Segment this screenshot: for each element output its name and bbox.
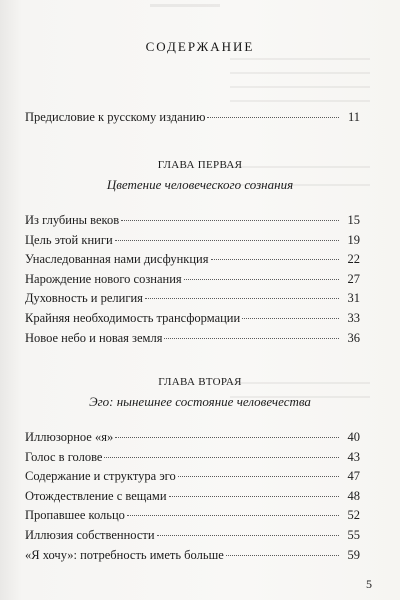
toc-entry[interactable] — [25, 213, 360, 233]
show-through-line — [230, 100, 370, 102]
toc-entry[interactable] — [25, 291, 360, 311]
show-through-line — [230, 86, 370, 88]
show-through-line — [230, 58, 370, 60]
toc-entry-page: 15 — [347, 213, 360, 227]
page-number: 5 — [366, 577, 372, 591]
toc-entry-title: Нарождение нового сознания — [25, 271, 182, 286]
preface-entry-list — [25, 110, 360, 130]
toc-entry-title: Отождествление с вещами — [25, 488, 167, 503]
toc-leader-dots — [104, 457, 339, 458]
toc-entry[interactable] — [25, 233, 360, 253]
toc-entry[interactable] — [25, 508, 360, 528]
toc-entry-title: Голос в голове — [25, 449, 103, 464]
toc-entry-page: 48 — [347, 488, 360, 503]
toc-entry-page: 55 — [347, 527, 360, 542]
toc-entry[interactable] — [25, 252, 360, 272]
toc-entry-page: 19 — [347, 232, 360, 247]
toc-entry-title: Унаследованная нами дисфункция — [25, 252, 209, 267]
toc-leader-dots — [127, 515, 339, 516]
toc-entry-page: 43 — [347, 449, 360, 464]
toc-leader-dots — [211, 259, 340, 260]
toc-leader-dots — [226, 555, 339, 556]
toc-entry-title: «Я хочу»: потребность иметь больше — [25, 547, 224, 562]
toc-entry[interactable] — [25, 331, 360, 351]
toc-entry-page: 40 — [347, 430, 360, 444]
toc-entry-page: 11 — [347, 110, 360, 124]
toc-entry-title: Духовность и религия — [25, 291, 143, 306]
toc-entry-title: Предисловие к русскому изданию — [25, 110, 206, 124]
toc-entry-page: 47 — [347, 469, 360, 484]
chapter-1-title: Цветение человеческого сознания — [106, 177, 294, 192]
toc-entry-title: Пропавшее кольцо — [25, 508, 125, 523]
toc-entry-title: Новое небо и новая земля — [25, 330, 163, 345]
toc-entry-title: Крайняя необходимость трансформации — [25, 310, 241, 325]
toc-leader-dots — [115, 240, 339, 241]
toc-leader-dots — [157, 535, 339, 536]
toc-entry[interactable] — [25, 430, 360, 450]
toc-leader-dots — [164, 338, 339, 339]
toc-entry-page: 59 — [347, 547, 360, 562]
chapter-1-label: ГЛАВА ПЕРВАЯ — [157, 159, 243, 171]
toc-entry-title: Иллюзия собственности — [25, 527, 155, 542]
toc-leader-dots — [178, 476, 339, 477]
toc-entry[interactable] — [25, 469, 360, 489]
chapter-2-title: Эго: нынешнее состояние человечества — [89, 394, 311, 409]
toc-leader-dots — [169, 496, 339, 497]
toc-entry[interactable] — [25, 548, 360, 568]
toc-entry-page: 31 — [347, 291, 360, 306]
toc-entry-title: Иллюзорное «я» — [25, 430, 114, 444]
toc-entry-page: 22 — [347, 252, 360, 267]
chapter-1-entry-list — [25, 213, 360, 350]
toc-entry-page: 27 — [347, 271, 360, 286]
toc-entry-title: Содержание и структура эго — [25, 469, 176, 484]
chapter-2-label: ГЛАВА ВТОРАЯ — [158, 376, 242, 388]
toc-leader-dots — [115, 437, 339, 438]
toc-entry-title: Из глубины веков — [25, 213, 120, 227]
toc-entry[interactable] — [25, 311, 360, 331]
toc-entry[interactable] — [25, 489, 360, 509]
toc-entry-title: Цель этой книги — [25, 232, 113, 247]
toc-entry[interactable] — [25, 272, 360, 292]
toc-leader-dots — [145, 298, 339, 299]
toc-leader-dots — [184, 279, 339, 280]
toc-leader-dots — [242, 318, 339, 319]
toc-leader-dots — [121, 220, 339, 221]
toc-entry-page: 33 — [347, 310, 360, 325]
contents-heading: СОДЕРЖАНИЕ — [145, 39, 255, 54]
toc-entry-page: 52 — [347, 508, 360, 523]
toc-leader-dots — [207, 117, 339, 118]
toc-entry[interactable] — [25, 110, 360, 130]
toc-entry[interactable] — [25, 528, 360, 548]
show-through-mark — [150, 4, 220, 7]
chapter-2-entry-list — [25, 430, 360, 567]
toc-entry[interactable] — [25, 450, 360, 470]
show-through-line — [230, 72, 370, 74]
toc-entry-page: 36 — [347, 330, 360, 345]
